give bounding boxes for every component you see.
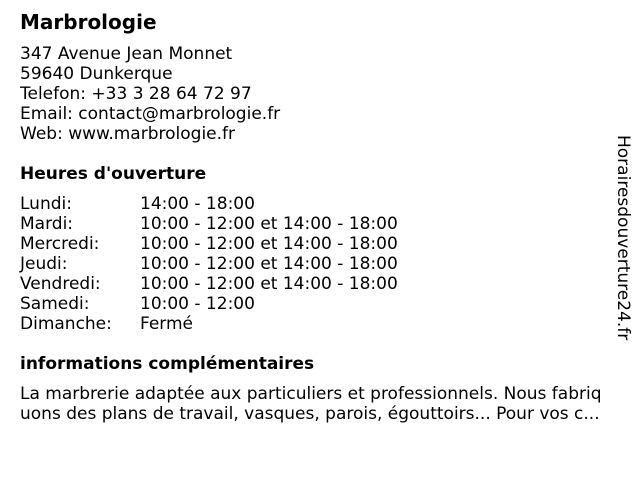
contact-block <box>20 44 280 144</box>
description <box>20 384 620 424</box>
watermark-text: Horairesdouverture24.fr <box>613 135 633 341</box>
day-label: Dimanche: <box>20 314 112 334</box>
email-address: Email: contact@marbrologie.fr <box>20 104 281 124</box>
time-value: 10:00 - 12:00 et 14:00 - 18:00 <box>140 254 398 274</box>
address-city: 59640 Dunkerque <box>20 64 173 84</box>
day-label: Mardi: <box>20 214 74 234</box>
day-label: Samedi: <box>20 294 90 314</box>
hours-heading: Heures d'ouverture <box>20 164 207 184</box>
day-label: Mercredi: <box>20 234 100 254</box>
description-line: La marbrerie adaptée aux particuliers et professionnels. Nous fabriq <box>20 384 602 404</box>
website: Web: www.marbrologie.fr <box>20 124 235 144</box>
business-name: Marbrologie <box>20 10 157 34</box>
day-label: Jeudi: <box>20 254 68 274</box>
time-value: 10:00 - 12:00 <box>140 294 255 314</box>
description-line: uons des plans de travail, vasques, parois, égouttoirs... Pour vos c... <box>20 404 600 424</box>
time-value: 10:00 - 12:00 et 14:00 - 18:00 <box>140 234 398 254</box>
day-label: Vendredi: <box>20 274 101 294</box>
time-value: 10:00 - 12:00 et 14:00 - 18:00 <box>140 274 398 294</box>
info-heading: informations complémentaires <box>20 354 315 374</box>
time-value: 10:00 - 12:00 et 14:00 - 18:00 <box>140 214 398 234</box>
phone-number: Telefon: +33 3 28 64 72 97 <box>20 84 252 104</box>
address-street: 347 Avenue Jean Monnet <box>20 44 233 64</box>
time-value: Fermé <box>140 314 194 334</box>
day-label: Lundi: <box>20 194 72 214</box>
time-value: 14:00 - 18:00 <box>140 194 255 214</box>
